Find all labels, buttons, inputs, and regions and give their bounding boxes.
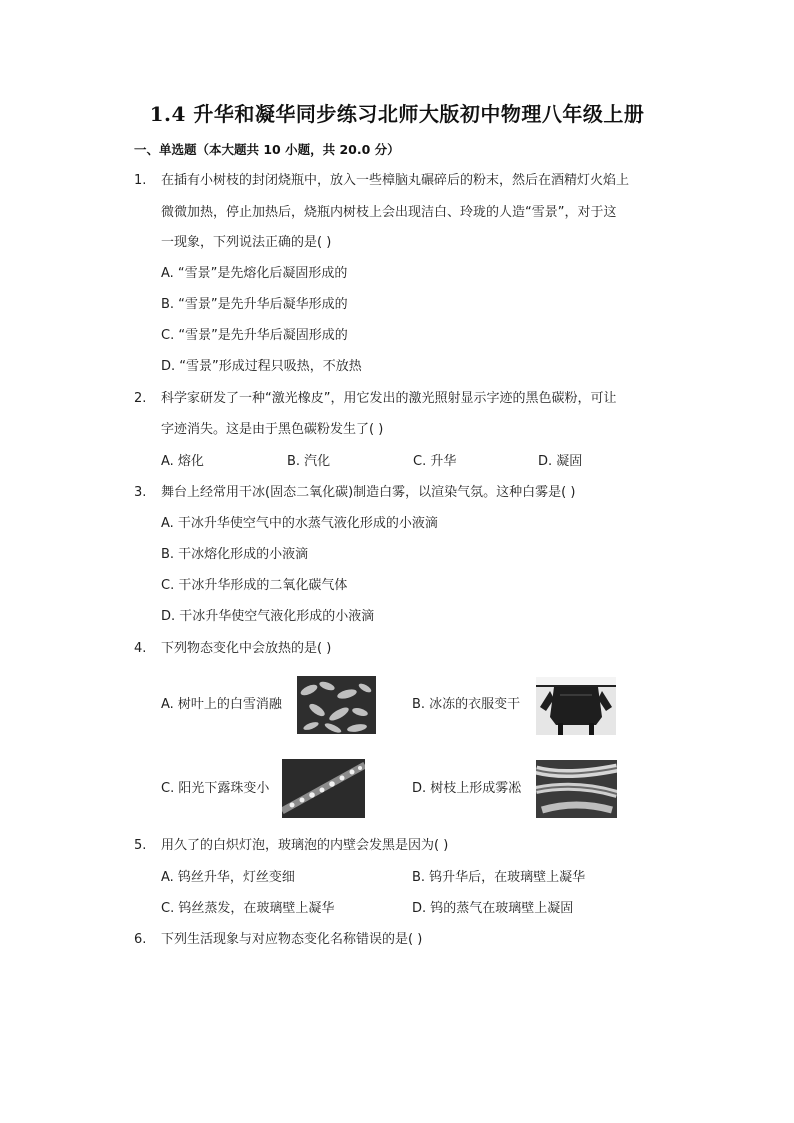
question-number: 4. bbox=[134, 641, 147, 656]
question-text: 科学家研发了一种“激光橡皮”，用它发出的激光照射显示字迹的黑色碳粉，可让 bbox=[161, 391, 617, 406]
question-text: 下列生活现象与对应物态变化名称错误的是( ) bbox=[161, 932, 423, 947]
question-number: 1. bbox=[134, 173, 147, 188]
frozen-clothes-photo bbox=[536, 677, 616, 735]
question-text: 舞台上经常用干冰(固态二氧化碳)制造白雾，以渲染气氛。这种白雾是( ) bbox=[161, 485, 576, 500]
question-text: 微微加热，停止加热后，烧瓶内树枝上会出现洁白、玲珑的人造“雪景”，对于这 bbox=[161, 205, 617, 220]
answer-option: A. “雪景”是先熔化后凝固形成的 bbox=[161, 266, 348, 281]
answer-option: D. 干冰升华使空气液化形成的小液滴 bbox=[161, 609, 375, 624]
question-number: 6. bbox=[134, 932, 147, 947]
question-text: 一现象，下列说法正确的是( ) bbox=[161, 235, 332, 250]
snow-melting-photo bbox=[297, 676, 376, 734]
answer-option: D. 钨的蒸气在玻璃壁上凝固 bbox=[412, 901, 574, 916]
question-text: 字迹消失。这是由于黑色碳粉发生了( ) bbox=[161, 422, 384, 437]
page-title: 1.4 升华和凝华同步练习北师大版初中物理八年级上册 bbox=[149, 102, 645, 126]
answer-option: C. 阳光下露珠变小 bbox=[161, 781, 270, 796]
answer-option: C. “雪景”是先升华后凝固形成的 bbox=[161, 328, 348, 343]
answer-option: A. 钨丝升华，灯丝变细 bbox=[161, 870, 295, 885]
question-text: 用久了的白炽灯泡，玻璃泡的内壁会发黑是因为( ) bbox=[161, 838, 449, 853]
answer-option: D. “雪景”形成过程只吸热，不放热 bbox=[161, 359, 362, 374]
answer-option: C. 升华 bbox=[413, 454, 457, 469]
answer-option: D. 凝固 bbox=[538, 454, 583, 469]
answer-option: C. 干冰升华形成的二氧化碳气体 bbox=[161, 578, 348, 593]
answer-option: A. 树叶上的白雪消融 bbox=[161, 697, 282, 712]
answer-option: D. 树枝上形成雾凇 bbox=[412, 781, 522, 796]
question-text: 在插有小树枝的封闭烧瓶中，放入一些樟脑丸碾碎后的粉末，然后在酒精灯火焰上 bbox=[161, 173, 630, 188]
section-heading: 一、单选题（本大题共 10 小题，共 20.0 分） bbox=[134, 142, 400, 157]
dewdrops-photo bbox=[282, 759, 365, 818]
answer-option: C. 钨丝蒸发，在玻璃壁上凝华 bbox=[161, 901, 335, 916]
answer-option: B. 冰冻的衣服变干 bbox=[412, 697, 521, 712]
question-number: 5. bbox=[134, 838, 147, 853]
answer-option: B. 干冰熔化形成的小液滴 bbox=[161, 547, 309, 562]
answer-option: B. 汽化 bbox=[287, 454, 331, 469]
rime-branch-photo bbox=[536, 760, 617, 818]
answer-option: B. “雪景”是先升华后凝华形成的 bbox=[161, 297, 348, 312]
question-number: 3. bbox=[134, 485, 147, 500]
answer-option: A. 熔化 bbox=[161, 454, 204, 469]
answer-option: A. 干冰升华使空气中的水蒸气液化形成的小液滴 bbox=[161, 516, 438, 531]
question-text: 下列物态变化中会放热的是( ) bbox=[161, 641, 332, 656]
answer-option: B. 钨升华后，在玻璃壁上凝华 bbox=[412, 870, 586, 885]
question-number: 2. bbox=[134, 391, 147, 406]
